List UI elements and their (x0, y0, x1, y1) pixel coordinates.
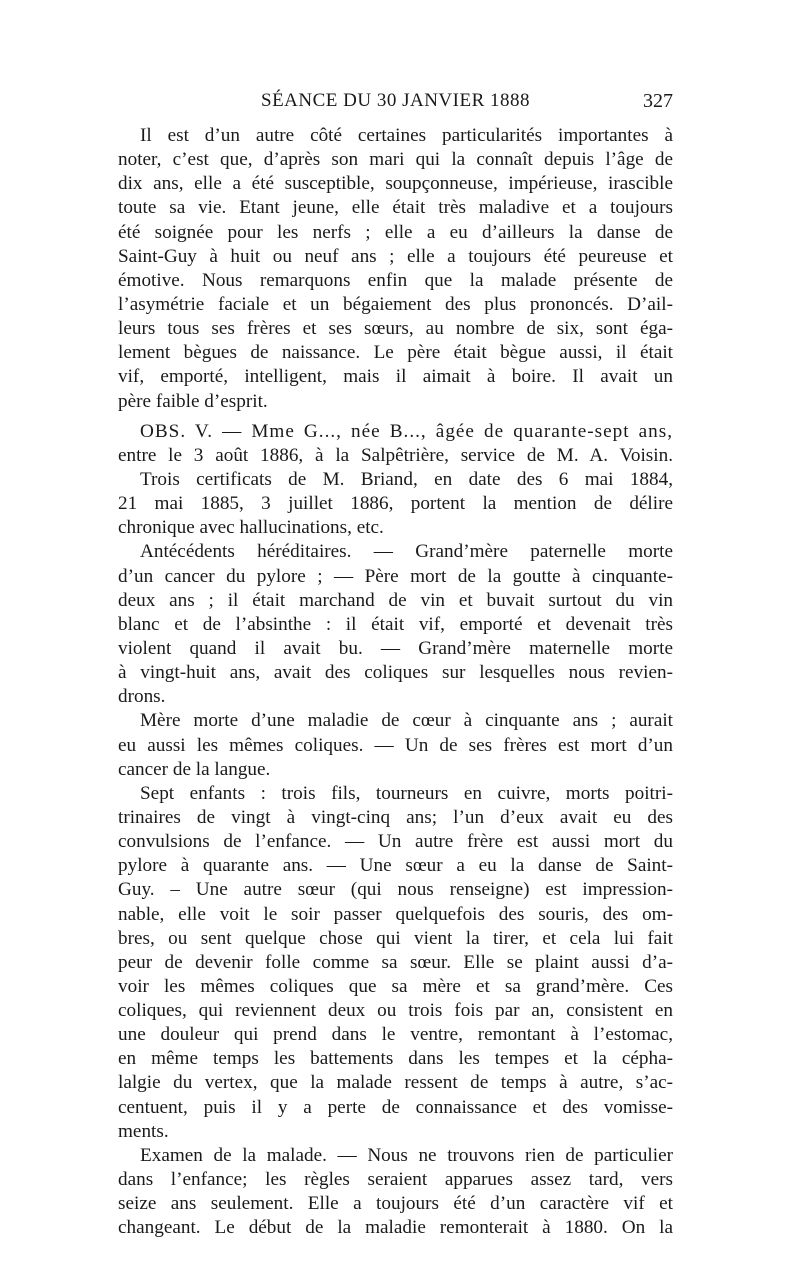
text-line: eu aussi les mêmes coliques. — Un de ses frères est mort d’un (118, 734, 673, 756)
text-line: deux ans ; il était marchand de vin et buvait surtout du vin (118, 589, 673, 611)
body-text (118, 124, 673, 1240)
text-line: coliques, qui reviennent deux ou trois fois par an, consistent en (118, 1000, 673, 1022)
text-line: vif, emporté, intelligent, mais il aimait à boire. Il avait un (118, 366, 673, 388)
text-line: convulsions de l’enfance. — Un autre frère est aussi mort du (118, 831, 673, 853)
text-line: nable, elle voit le soir passer quelquefois des souris, des om- (118, 903, 673, 925)
text-line: 21 mai 1885, 3 juillet 1886, portent la mention de délire (118, 493, 673, 515)
text-line: changeant. Le début de la maladie remonterait à 1880. On la (118, 1217, 673, 1239)
text-line: dans l’enfance; les règles seraient apparues assez tard, vers (118, 1169, 673, 1191)
text-line: Examen de la malade. — Nous ne trouvons rien de particulier (140, 1144, 673, 1166)
text-line: été soignée pour les nerfs ; elle a eu d’ailleurs la danse de (118, 221, 673, 243)
text-line: Sept enfants : trois fils, tourneurs en cuivre, morts poitri- (140, 782, 673, 804)
text-line: drons. (118, 686, 166, 708)
text-line: Guy. – Une autre sœur (qui nous renseigne) est impression- (118, 879, 673, 901)
text-line: émotive. Nous remarquons enfin que la malade présente de (118, 269, 673, 291)
running-head (118, 90, 673, 118)
text-line: entre le 3 août 1886, à la Salpêtrière, service de M. A. Voisin. (118, 444, 673, 466)
text-line: blanc et de l’absinthe : il était vif, emporté et devenait très (118, 613, 673, 635)
text-line: seize ans seulement. Elle a toujours été d’un caractère vif et (118, 1193, 673, 1215)
text-line: Antécédents héréditaires. — Grand’mère paternelle morte (140, 541, 673, 563)
text-line: noter, c’est que, d’après son mari qui la connaît depuis l’âge de (118, 149, 673, 171)
running-title: SÉANCE DU 30 JANVIER 1888 (261, 90, 530, 111)
text-line: Trois certificats de M. Briand, en date des 6 mai 1884, (140, 468, 673, 490)
text-line: à vingt-huit ans, avait des coliques sur lesquelles nous revien- (118, 662, 673, 684)
text-line: lalgie du vertex, que la malade ressent de temps à autre, s’ac- (118, 1072, 673, 1094)
text-line: Il est d’un autre côté certaines particularités importantes à (140, 125, 673, 146)
text-line: en même temps les battements dans les tempes et la cépha- (118, 1048, 673, 1070)
text-line: ments. (118, 1120, 169, 1142)
text-line: pylore à quarante ans. — Une sœur a eu la danse de Saint- (118, 855, 673, 877)
text-line: Mère morte d’une maladie de cœur à cinquante ans ; aurait (140, 710, 673, 732)
text-line: lement bègues de naissance. Le père était bègue aussi, il était (118, 342, 673, 364)
text-line: d’un cancer du pylore ; — Père mort de la goutte à cinquante- (118, 565, 673, 587)
text-line: centuent, puis il y a perte de connaissance et des vomisse- (118, 1096, 673, 1118)
text-line: une douleur qui prend dans le ventre, remontant à l’estomac, (118, 1024, 673, 1046)
text-line: trinaires de vingt à vingt-cinq ans; l’un d’eux avait eu des (118, 806, 673, 828)
text-line: Saint-Guy à huit ou neuf ans ; elle a toujours été peureuse et (118, 245, 673, 267)
text-line: leurs tous ses frères et ses sœurs, au nombre de six, sont éga- (118, 318, 673, 340)
text-line: chronique avec hallucinations, etc. (118, 517, 384, 539)
page-number: 327 (643, 90, 673, 112)
text-line: l’asymétrie faciale et un bégaiement des plus prononcés. D’ail- (118, 293, 673, 315)
observation-heading-line: OBS. V. — Mme G..., née B..., âgée de quarante-sept ans, (140, 420, 673, 442)
text-line: peur de devenir folle comme sa sœur. Elle se plaint aussi d’a- (118, 951, 673, 973)
text-line: bres, ou sent quelque chose qui vient la tirer, et cela lui fait (118, 927, 673, 949)
text-line: père faible d’esprit. (118, 390, 268, 412)
text-line: toute sa vie. Etant jeune, elle était très maladive et a toujours (118, 197, 673, 219)
text-line: violent quand il avait bu. — Grand’mère maternelle morte (118, 637, 673, 659)
text-line: dix ans, elle a été susceptible, soupçonneuse, impérieuse, irascible (118, 173, 673, 195)
text-line: cancer de la langue. (118, 758, 271, 780)
text-line: voir les mêmes coliques que sa mère et sa grand’mère. Ces (118, 975, 673, 997)
